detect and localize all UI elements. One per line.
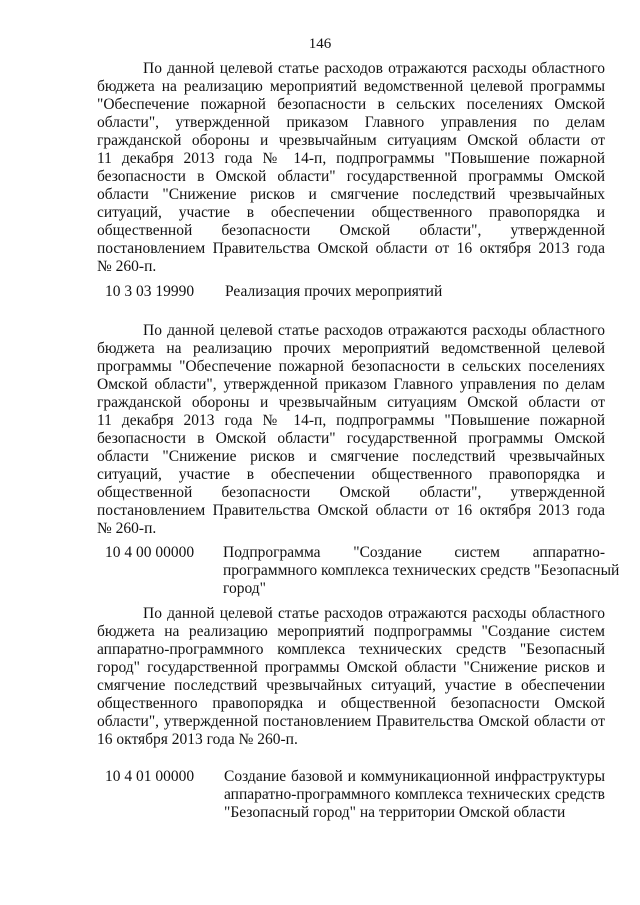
paragraph-3 [97,605,605,749]
paragraph-line: ситуаций, участие в обеспечении общественного правопорядка и [97,466,605,483]
paragraph-line: смягчение последствий чрезвычайных ситуаций, участие в обеспечении [97,677,605,694]
paragraph-1 [97,60,605,276]
paragraph-line: 11 декабря 2013 года № 14-п, подпрограммы "Повышение пожарной [97,150,605,167]
budget-code: 10 4 00 00000 [105,544,195,561]
title-line: город" [223,580,266,597]
paragraph-line: области", утвержденной приказом Главного управления по делам [97,114,605,131]
paragraph-line: безопасности в Омской области" государственной программы Омской [97,168,605,185]
paragraph-line: области "Снижение рисков и смягчение последствий чрезвычайных [97,186,605,203]
paragraph-line: гражданской обороны и чрезвычайным ситуациям Омской области от [97,132,605,149]
paragraph-line: По данной целевой статье расходов отражаются расходы областного [143,322,605,339]
paragraph-line: 16 октября 2013 года № 260-п. [97,731,298,748]
title-line: аппаратно-программного комплекса технических средств [224,786,605,803]
paragraph-line: постановлением Правительства Омской области от 16 октября 2013 года [97,240,605,257]
budget-item-title [224,768,605,822]
paragraph-line: По данной целевой статье расходов отражаются расходы областного [143,60,605,77]
paragraph-line: город" государственной программы Омской области "Снижение рисков и [97,659,605,676]
budget-item-title [223,544,620,598]
paragraph-line: "Обеспечение пожарной безопасности в сельских поселениях Омской [97,96,605,113]
paragraph-line: № 260-п. [97,258,157,275]
paragraph-line: области "Снижение рисков и смягчение последствий чрезвычайных [97,448,605,465]
budget-item-title [225,283,605,301]
paragraph-line: 11 декабря 2013 года № 14-п, подпрограммы "Повышение пожарной [97,412,605,429]
paragraph-line: постановлением Правительства Омской области от 16 октября 2013 года [97,502,605,519]
paragraph-line: По данной целевой статье расходов отражаются расходы областного [143,605,605,622]
title-line: "Безопасный город" на территории Омской области [224,804,566,821]
page-number: 146 [308,36,332,52]
paragraph-line: общественного правопорядка и общественной безопасности Омской [97,695,605,712]
paragraph-line: бюджета на реализацию мероприятий подпрограммы "Создание систем [97,623,605,640]
paragraph-line: № 260-п. [97,520,157,537]
title-line: Реализация прочих мероприятий [225,283,443,300]
paragraph-line: общественной безопасности Омской области", утвержденной [97,484,605,501]
paragraph-line: общественной безопасности Омской области", утвержденной [97,222,605,239]
budget-code: 10 4 01 00000 [105,768,195,785]
paragraph-line: безопасности в Омской области" государственной программы Омской [97,430,605,447]
paragraph-line: ситуаций, участие в обеспечении общественного правопорядка и [97,204,605,221]
paragraph-line: бюджета на реализацию прочих мероприятий ведомственной целевой [97,340,605,357]
paragraph-line: области", утвержденной постановлением Правительства Омской области от [97,713,605,730]
budget-code: 10 3 03 19990 [105,283,195,300]
paragraph-2 [97,322,605,538]
title-line: Создание базовой и коммуникационной инфраструктуры [224,768,605,785]
paragraph-line: бюджета на реализацию мероприятий ведомственной целевой программы [97,78,605,95]
paragraph-line: программы "Обеспечение пожарной безопасности в сельских поселениях [97,358,605,375]
title-line: Подпрограмма "Создание систем аппаратно- [223,544,605,561]
title-line: программного комплекса технических средств "Безопасный [223,562,620,579]
paragraph-line: аппаратно-программного комплекса технических средств "Безопасный [97,641,605,658]
paragraph-line: Омской области", утвержденной приказом Главного управления по делам [97,376,605,393]
paragraph-line: гражданской обороны и чрезвычайным ситуациям Омской области от [97,394,605,411]
